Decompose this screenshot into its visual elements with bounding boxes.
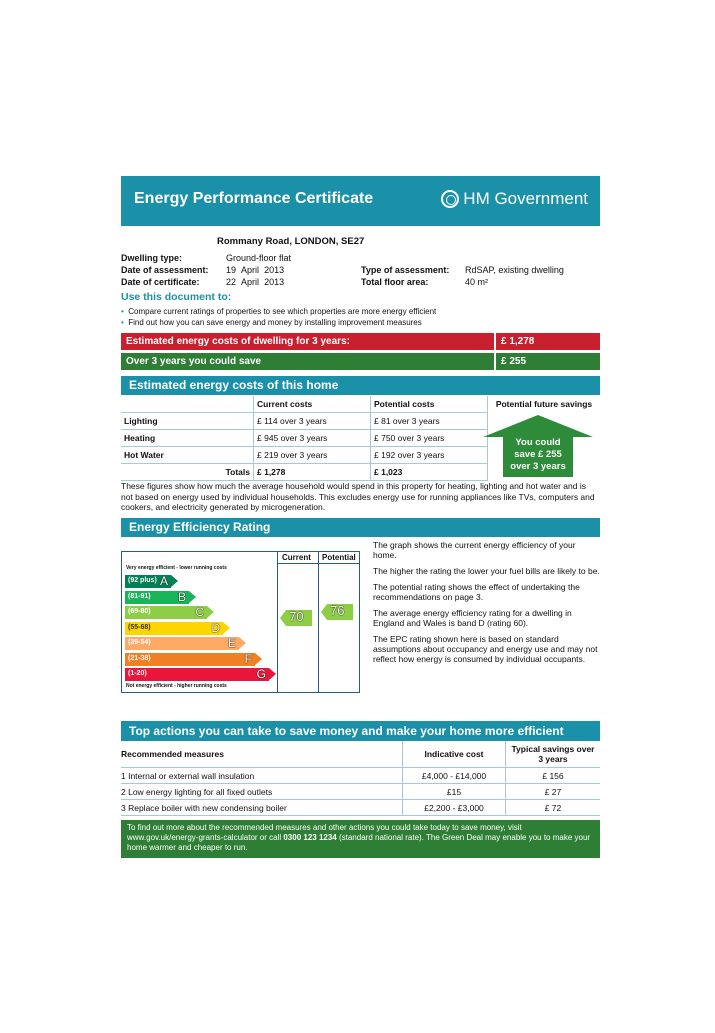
hm-government-logo (441, 189, 588, 209)
rating-paragraph: The potential rating shows the effect of undertaking the recommendations on page 3. (373, 582, 580, 602)
costs-note: These figures show how much the average household would spend in this property for heating, lighting and hot water and is not based on energy used by individual households. This excludes energy use for running appliances like TVs, computers and cookers, and electricity generated by microgeneration. (121, 481, 595, 512)
savings-arrow-text: You could save £ 255 over 3 years (510, 437, 566, 472)
bottom-caption: Not energy efficient - higher running costs (126, 683, 227, 689)
floor-area-label: Total floor area: (361, 277, 429, 287)
certificate-title: Energy Performance Certificate (134, 190, 374, 207)
potential-column-header: Potential (322, 553, 356, 562)
certificate-header (121, 176, 600, 226)
column-header: Indicative cost (403, 741, 506, 768)
certificate-date-value: 22 April 2013 (226, 277, 285, 287)
current-column-header: Current (282, 553, 311, 562)
rating-bands (125, 575, 275, 683)
rating-band-a: (92 plus) A (125, 575, 171, 588)
table-row: Heating £ 945 over 3 years £ 750 over 3 years (121, 430, 600, 447)
use-document-title: Use this document to: (121, 291, 232, 303)
phone-number[interactable]: 0300 123 1234 (283, 833, 337, 842)
rating-band-c: (69-80) C (125, 606, 207, 619)
rating-paragraph: The graph shows the current energy efficiency of your home. (373, 540, 576, 560)
assessment-type-label: Type of assessment: (361, 265, 450, 275)
potential-rating-arrow (321, 604, 353, 620)
table-row: Hot Water £ 219 over 3 years £ 192 over 3 years (121, 447, 600, 464)
rating-band-b: (81-91) B (125, 591, 189, 604)
column-header: Current costs (254, 396, 371, 413)
rating-band-d: (55-68) D (125, 622, 223, 635)
list-item: • Find out how you can save energy and money by installing improvement measures (121, 318, 422, 327)
use-document-list (121, 306, 436, 328)
rating-band-e: (39-54) E (125, 637, 239, 650)
top-caption: Very energy efficient - lower running costs (126, 565, 227, 571)
current-rating-arrow (280, 610, 312, 626)
section-energy-rating: Energy Efficiency Rating (121, 518, 600, 537)
current-rating-value: 70 (289, 609, 304, 624)
table-row: 1 Internal or external wall insulation £4,000 - £14,000 £ 156 (121, 768, 600, 784)
table-row: 3 Replace boiler with new condensing boiler £2,200 - £3,000 £ 72 (121, 800, 600, 816)
crest-icon (441, 190, 459, 208)
certificate-date-label: Date of certificate: (121, 277, 200, 287)
rating-paragraph: The higher the rating the lower your fuel bills are likely to be. (373, 566, 600, 576)
column-header: Recommended measures (121, 741, 403, 768)
section-top-actions: Top actions you can take to save money and make your home more efficient (121, 721, 600, 741)
totals-row: Totals £ 1,278 £ 1,023 (121, 464, 600, 481)
savings-value: £ 255 (496, 353, 600, 370)
table-row: Lighting £ 114 over 3 years £ 81 over 3 years (121, 413, 600, 430)
column-header: Typical savings over 3 years (506, 741, 601, 768)
estimated-cost-value: £ 1,278 (496, 333, 600, 350)
table-header-row (121, 396, 600, 413)
assessment-date-value: 19 April 2013 (226, 265, 285, 275)
rating-explanation (373, 540, 601, 670)
estimated-cost-label: Estimated energy costs of dwelling for 3 years: (121, 333, 494, 350)
floor-area-value: 40 m² (465, 277, 489, 287)
footer-info: To find out more about the recommended measures and other actions you could take today to save money, visit www.gov.uk/energy-grants-calculator or call 0300 123 1234 (standard national rate). The Green Deal may enable you to make your home warmer and cheaper to run. (121, 820, 600, 858)
hm-government-text: HM Government (463, 189, 588, 208)
list-item: • Compare current ratings of properties to see which properties are more energy efficient (121, 307, 437, 316)
savings-label: Over 3 years you could save (121, 353, 494, 370)
column-header: Potential future savings (488, 396, 601, 413)
rating-band-f: (21-38) F (125, 653, 255, 666)
rating-paragraph: The EPC rating shown here is based on standard assumptions about occupancy and energy use and may not reflect how energy is consumed by individual occupants. (373, 634, 598, 664)
dwelling-type-value: Ground-floor flat (226, 253, 292, 263)
assessment-date-label: Date of assessment: (121, 265, 209, 275)
rating-band-g: (1-20) G (125, 668, 269, 681)
assessment-type-value: RdSAP, existing dwelling (465, 265, 564, 275)
actions-table (121, 741, 600, 816)
column-header: Potential costs (371, 396, 488, 413)
rating-paragraph: The average energy efficiency rating for a dwelling in England and Wales is band D (rating 60). (373, 608, 572, 628)
rating-chart (121, 551, 360, 693)
dwelling-type-label: Dwelling type: (121, 253, 183, 263)
table-row: 2 Low energy lighting for all fixed outlets £15 £ 27 (121, 784, 600, 800)
property-address: Rommany Road, LONDON, SE27 (217, 236, 365, 247)
section-energy-costs: Estimated energy costs of this home (121, 376, 600, 395)
table-header-row (121, 741, 600, 768)
potential-rating-value: 76 (330, 603, 345, 618)
